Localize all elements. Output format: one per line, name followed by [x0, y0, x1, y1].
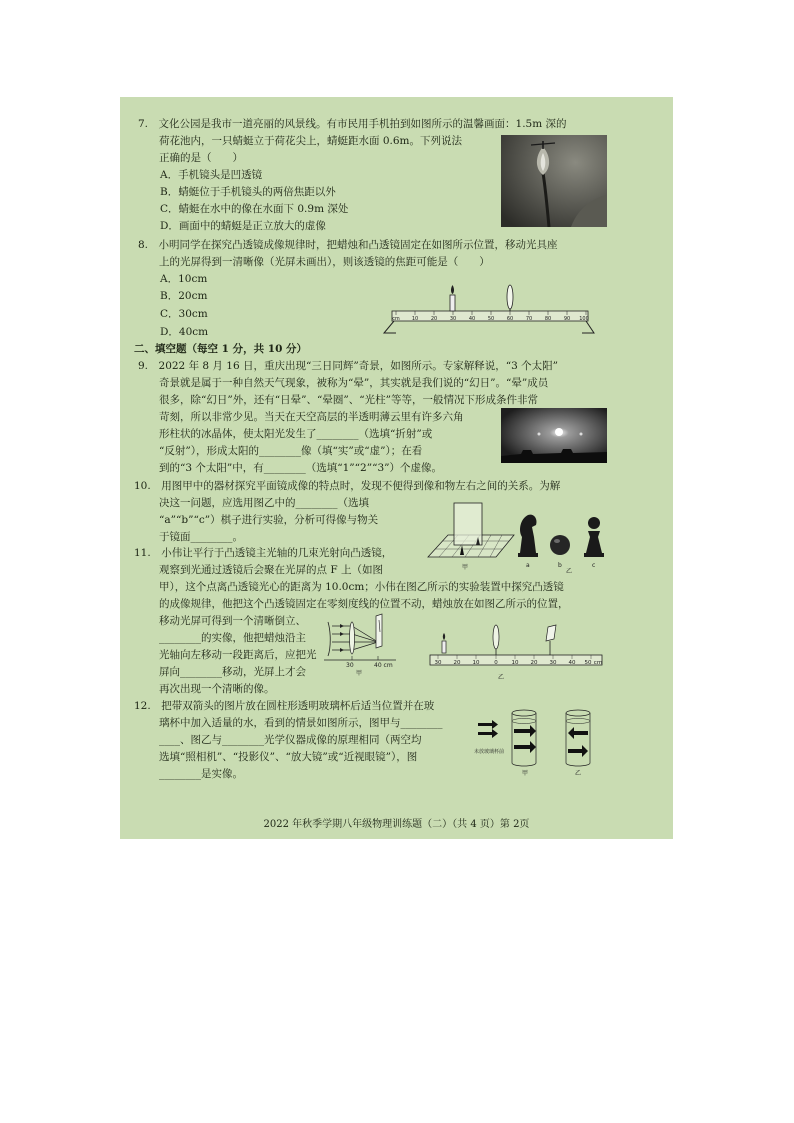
q8-bench-tick-100: 100	[579, 316, 589, 322]
q7-dragonfly-lotus-photo	[501, 135, 607, 227]
q11-fig-yi-bench	[424, 615, 606, 685]
q11-line-3: 甲），这个点离凸透镜光心的距离为 10.0cm；小伟在图乙所示的实验装置中探究凸透镜	[138, 581, 564, 593]
q11-line-6: ________的实像，他把蜡烛沿主	[138, 632, 306, 644]
q11-yi-tick-20-left: 20	[453, 660, 461, 666]
q11-yi-tick-10: 10	[511, 660, 519, 666]
q9-line-2: 奇景就是属于一种自然天气现象，被称为“晕”，其实就是我们说的“幻日”。“晕”成员	[138, 377, 549, 389]
page-footer: 2022 年秋季学期八年级物理训练题（二）（共 4 页）第 2页	[263, 819, 530, 830]
q11-yi-lens	[493, 625, 499, 655]
q11-jia-tick-30: 30	[346, 662, 354, 669]
q10-knight-piece-a	[518, 515, 538, 569]
q12-glass-yi	[566, 710, 590, 777]
q11-yi-tick-20: 20	[530, 660, 538, 666]
exam-page	[120, 97, 673, 839]
q11-line-8: 屏向________移动，光屏上才会	[138, 666, 306, 678]
q8-option-b: B．20cm	[160, 290, 208, 302]
q10-label-a: a	[526, 562, 530, 569]
q10-label-c: c	[592, 562, 596, 569]
q8-candle	[450, 285, 455, 311]
q11-yi-tick-0: 0	[494, 660, 498, 666]
q8-bench-tick-90: 90	[563, 316, 571, 322]
q9-line-1: 9. 2022 年 8 月 16 日，重庆出现“三日同辉”奇景，如图所示。专家解释说，“3 个太阳”	[138, 360, 558, 372]
q11-line-7: 光轴向左移动一段距离后，应把光	[138, 649, 317, 661]
q10-line-4: 于镜面________。	[138, 531, 243, 543]
q8-line-1: 8. 小明同学在探究凸透镜成像规律时，把蜡烛和凸透镜固定在如图所示位置，移动光具座	[138, 239, 558, 251]
q12-glass-jia	[512, 710, 536, 777]
q10-fig-jia-label: 甲	[462, 564, 469, 571]
q11-yi-tick-unit: cm	[593, 660, 603, 666]
q10-sphere-piece-b	[550, 535, 570, 569]
q8-bench-tick-unit: cm	[392, 316, 400, 322]
q10-figure	[424, 497, 624, 573]
q7-line-1: 7. 文化公园是我市一道亮丽的风景线。有市民用手机拍到如图所示的温馨画面：1.5m 深的	[138, 118, 567, 130]
q11-yi-candle	[442, 633, 446, 653]
q11-line-9: 再次出现一个清晰的像。	[138, 683, 275, 695]
q7-option-d: D．画面中的蜻蜓是正立放大的虚像	[160, 220, 326, 232]
q10-pawn-piece-c	[584, 517, 604, 569]
q10-line-1: 10. 用图甲中的器材探究平面镜成像的特点时，发现不便得到像和物左右之间的关系。为解	[134, 480, 561, 492]
q12-line-1: 12. 把带双箭头的图片放在圆柱形透明玻璃杯后适当位置并在玻	[134, 700, 435, 712]
q8-option-a: A．10cm	[160, 273, 208, 285]
q7-option-b: B．蜻蜓位于手机镜头的两倍焦距以外	[160, 186, 336, 198]
q8-option-c: C．30cm	[160, 308, 208, 320]
q12-line-2: 璃杯中加入适量的水，看到的情景如图所示，图甲与________	[138, 717, 443, 729]
q8-option-d: D．40cm	[160, 326, 209, 338]
q11-fig-yi-label: 乙	[498, 674, 505, 681]
q8-bench-tick-20: 20	[430, 316, 438, 322]
q9-line-6: “反射”），形成太阳的________像（填“实”或“虚”）；在看	[138, 445, 423, 457]
q12-line-5: ________是实像。	[138, 768, 243, 780]
section-fill-in-title: 二、填空题（每空 1 分，共 10 分）	[134, 343, 308, 355]
q11-line-5: 移动光屏可得到一个清晰倒立、	[138, 615, 306, 627]
q8-bench-tick-50: 50	[487, 316, 495, 322]
q11-line-4: 的成像规律，他把这个凸透镜固定在零刻度线的位置不动，蜡烛放在如图乙所示的位置，	[138, 598, 569, 610]
q8-bench-tick-10: 10	[411, 316, 419, 322]
q11-yi-tick-30-left: 30	[434, 660, 442, 666]
q12-line-3: ____、图乙与________光学仪器成像的原理相同（两空均	[138, 734, 422, 746]
q8-bench-tick-30: 30	[449, 316, 457, 322]
q7-line-2: 荷花池内，一只蜻蜓立于荷花尖上，蜻蜓距水面 0.6m。下列说法	[138, 135, 462, 147]
q10-label-b: b	[558, 562, 562, 569]
q8-bench-tick-70: 70	[525, 316, 533, 322]
q11-jia-tick-40: 40 cm	[374, 662, 393, 669]
q10-line-3: “a”“b”“c”）棋子进行实验，分析可得像与物关	[138, 514, 379, 526]
q8-convex-lens	[507, 285, 513, 311]
q10-mirror-grid-setup	[428, 503, 514, 571]
q9-line-7: 到的“3 个太阳”中，有________（选填“1”“2”“3”）个虚像。	[138, 462, 443, 474]
q7-line-3: 正确的是（ ）	[138, 152, 243, 164]
q12-fig-jia-label: 甲	[522, 770, 529, 777]
q8-optical-bench-figure	[382, 279, 596, 337]
q11-fig-jia-label: 甲	[356, 670, 363, 676]
q11-yi-tick-50: 50	[584, 660, 592, 666]
q12-line-4: 选填“照相机”、“投影仪”、“放大镜”或“近视眼镜”），图	[138, 751, 418, 763]
q9-three-suns-photo	[501, 408, 607, 463]
q10-fig-yi-label: 乙	[566, 568, 573, 573]
q12-double-arrow-picture	[474, 720, 504, 755]
q11-yi-tick-40: 40	[568, 660, 576, 666]
q9-line-3: 很多，除“幻日”外，还有“日晕”、“晕圈”、“光柱”等等，一般情况下形成条件非常	[138, 394, 538, 406]
q12-figure	[474, 707, 608, 783]
q8-bench-tick-60: 60	[506, 316, 514, 322]
q11-fig-jia-parallel-rays	[316, 612, 400, 676]
q10-line-2: 决这一问题，应选用图乙中的________（选填	[138, 497, 369, 509]
q9-line-5: 形柱状的冰晶体，使太阳光发生了________（选填“折射”或	[138, 428, 433, 440]
q8-line-2: 上的光屏得到一清晰像（光屏未画出），则该透镜的焦距可能是（ ）	[138, 256, 490, 268]
q9-line-4: 苛刻，所以非常少见。当天在天空高层的半透明薄云里有许多六角	[138, 411, 464, 423]
q8-bench-tick-80: 80	[544, 316, 552, 322]
q12-caption: 未放玻璃杯前	[474, 749, 505, 755]
q12-fig-yi-label: 乙	[575, 770, 582, 777]
q8-bench-tick-40: 40	[468, 316, 476, 322]
q11-line-2: 观察到光通过透镜后会聚在光屏的点 F 上（如图	[138, 564, 383, 576]
q11-yi-tick-30: 30	[549, 660, 557, 666]
q11-line-1: 11. 小伟让平行于凸透镜主光轴的几束光射向凸透镜，	[134, 547, 393, 559]
q11-yi-screen	[546, 625, 556, 655]
q7-option-c: C．蜻蜓在水中的像在水面下 0.9m 深处	[160, 203, 349, 215]
q11-yi-tick-10-left: 10	[472, 660, 480, 666]
q7-option-a: A．手机镜头是凹透镜	[160, 169, 263, 181]
